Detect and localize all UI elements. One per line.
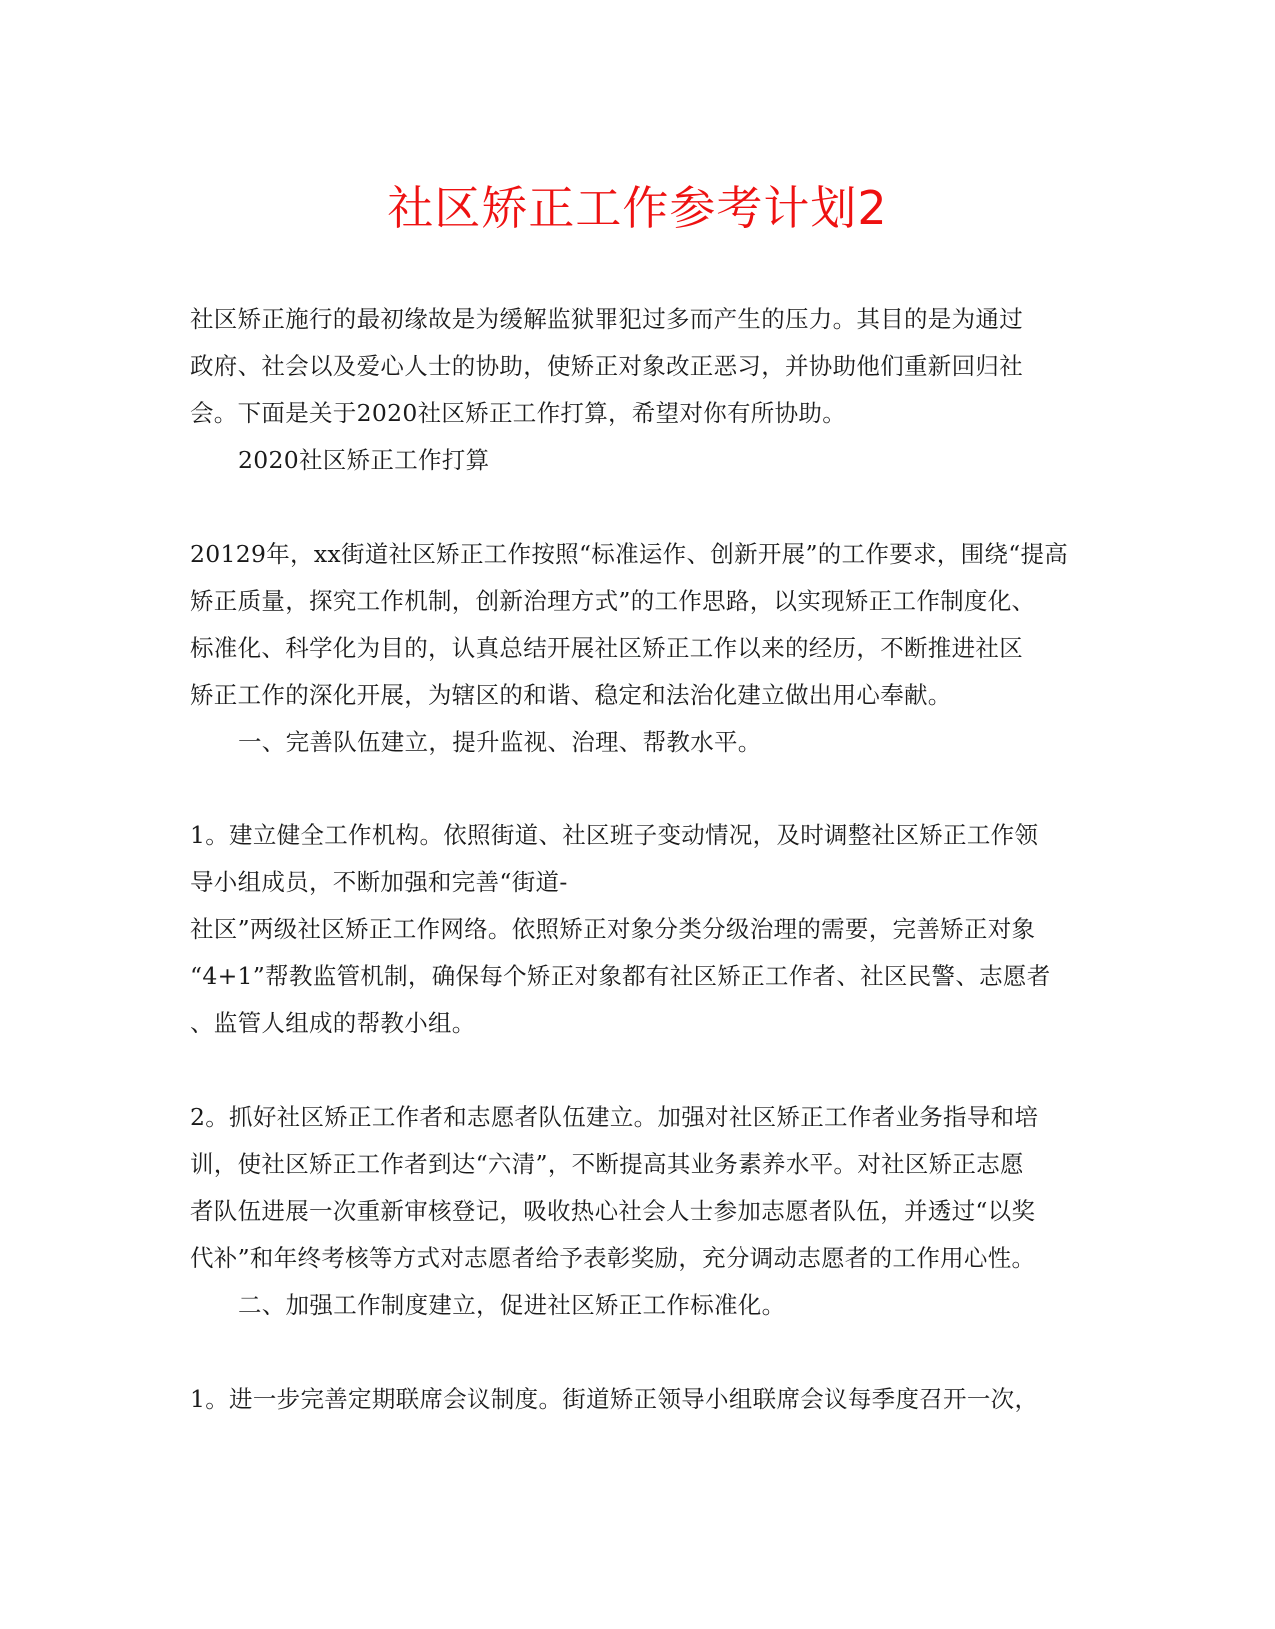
section-heading: 一、完善队伍建立，提升监视、治理、帮教水平。 bbox=[238, 728, 762, 756]
document-title: 社区矫正工作参考计划2 bbox=[387, 181, 888, 235]
paragraph-line: 1。进一步完善定期联席会议制度。街道矫正领导小组联席会议每季度召开一次， bbox=[190, 1385, 1039, 1413]
paragraph-line: 政府、社会以及爱心人士的协助，使矫正对象改正恶习，并协助他们重新回归社 bbox=[190, 352, 1023, 380]
paragraph-line: “4+1”帮教监管机制，确保每个矫正对象都有社区矫正工作者、社区民警、志愿者 bbox=[190, 962, 1051, 990]
paragraph-line: 代补”和年终考核等方式对志愿者给予表彰奖励，充分调动志愿者的工作用心性。 bbox=[190, 1244, 1036, 1272]
paragraph-line: 者队伍进展一次重新审核登记，吸收热心社会人士参加志愿者队伍，并透过“以奖 bbox=[190, 1197, 1036, 1225]
paragraph-line: 训，使社区矫正工作者到达“六清”，不断提高其业务素养水平。对社区矫正志愿 bbox=[190, 1150, 1024, 1178]
paragraph-line: 矫正质量，探究工作机制，创新治理方式”的工作思路，以实现矫正工作制度化、 bbox=[190, 587, 1036, 615]
paragraph-line: 会。下面是关于2020社区矫正工作打算，希望对你有所协助。 bbox=[190, 399, 847, 427]
section-heading: 2020社区矫正工作打算 bbox=[238, 446, 490, 474]
paragraph-line: 1。建立健全工作机构。依照街道、社区班子变动情况，及时调整社区矫正工作领 bbox=[190, 821, 1039, 849]
paragraph-line: 矫正工作的深化开展，为辖区的和谐、稳定和法治化建立做出用心奉献。 bbox=[190, 681, 952, 709]
paragraph-line: 标准化、科学化为目的，认真总结开展社区矫正工作以来的经历，不断推进社区 bbox=[190, 634, 1023, 662]
paragraph-line: 20129年，xx街道社区矫正工作按照“标准运作、创新开展”的工作要求，围绕“提高 bbox=[190, 540, 1069, 568]
paragraph-line: 社区”两级社区矫正工作网络。依照矫正对象分类分级治理的需要，完善矫正对象 bbox=[190, 915, 1036, 943]
paragraph-line: 、监管人组成的帮教小组。 bbox=[190, 1009, 476, 1037]
paragraph-line: 2。抓好社区矫正工作者和志愿者队伍建立。加强对社区矫正工作者业务指导和培 bbox=[190, 1103, 1039, 1131]
paragraph-line: 导小组成员，不断加强和完善“街道- bbox=[190, 868, 568, 896]
paragraph-line: 社区矫正施行的最初缘故是为缓解监狱罪犯过多而产生的压力。其目的是为通过 bbox=[190, 305, 1023, 333]
section-heading: 二、加强工作制度建立，促进社区矫正工作标准化。 bbox=[238, 1291, 786, 1319]
